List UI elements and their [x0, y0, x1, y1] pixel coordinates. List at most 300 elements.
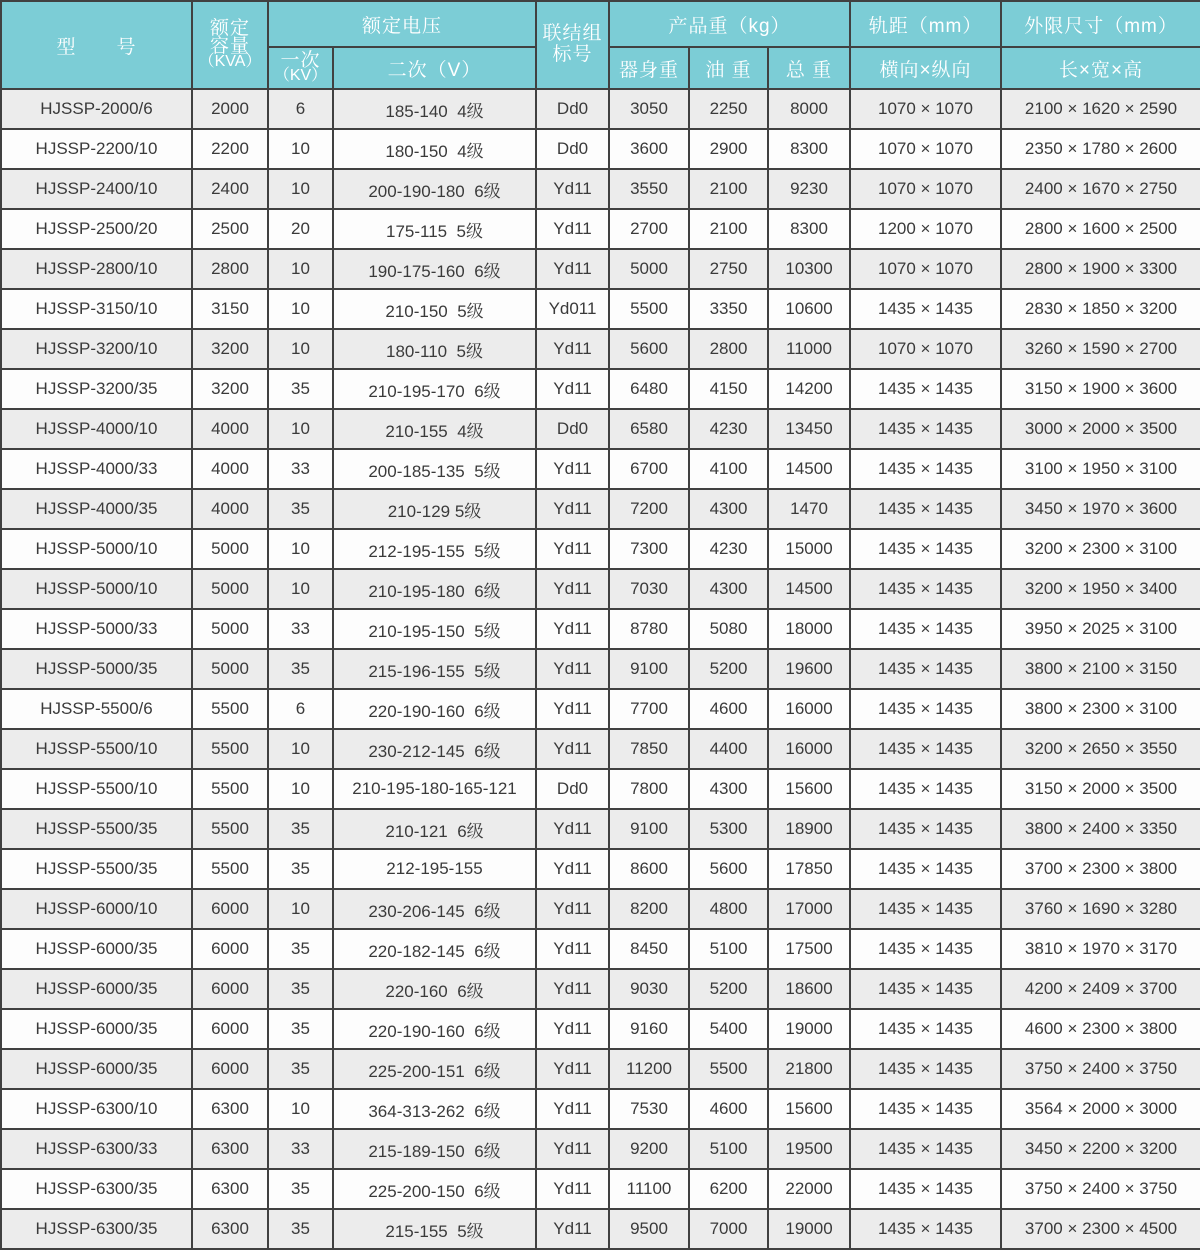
- table-row: [1, 89, 1200, 129]
- cell-track-gauge: 1435 × 1435: [850, 1169, 1001, 1209]
- cell-capacity-kva: 6300: [192, 1129, 268, 1169]
- cell-total-weight: 10600: [768, 289, 850, 329]
- table-row: [1, 849, 1200, 889]
- cell-total-weight: 8300: [768, 129, 850, 169]
- cell-outer-dimensions: 3200 × 2650 × 3550: [1001, 729, 1200, 769]
- cell-connection-group: Yd11: [536, 1089, 609, 1129]
- cell-connection-group: Yd11: [536, 209, 609, 249]
- cell-model: HJSSP-6000/35: [1, 1009, 192, 1049]
- cell-capacity-kva: 3150: [192, 289, 268, 329]
- cell-primary-kv: 35: [268, 1009, 333, 1049]
- cell-track-gauge: 1435 × 1435: [850, 689, 1001, 729]
- cell-body-weight: 7700: [609, 689, 689, 729]
- cell-body-weight: 8780: [609, 609, 689, 649]
- cell-capacity-kva: 6000: [192, 929, 268, 969]
- cell-model: HJSSP-3200/10: [1, 329, 192, 369]
- cell-total-weight: 1470: [768, 489, 850, 529]
- cell-model: HJSSP-2800/10: [1, 249, 192, 289]
- cell-capacity-kva: 5500: [192, 729, 268, 769]
- cell-oil-weight: 2100: [689, 209, 768, 249]
- cell-total-weight: 15600: [768, 769, 850, 809]
- cell-body-weight: 3600: [609, 129, 689, 169]
- cell-secondary-v: 210-195-150 5级: [333, 609, 536, 649]
- cell-oil-weight: 4300: [689, 769, 768, 809]
- cell-model: HJSSP-2000/6: [1, 89, 192, 129]
- cell-body-weight: 5500: [609, 289, 689, 329]
- cell-primary-kv: 33: [268, 609, 333, 649]
- cell-total-weight: 10300: [768, 249, 850, 289]
- cell-capacity-kva: 5000: [192, 609, 268, 649]
- col-header-capacity-unit: （KVA）: [198, 53, 262, 71]
- cell-connection-group: Yd11: [536, 529, 609, 569]
- cell-primary-kv: 35: [268, 849, 333, 889]
- cell-outer-dimensions: 3800 × 2100 × 3150: [1001, 649, 1200, 689]
- cell-primary-kv: 10: [268, 129, 333, 169]
- cell-outer-dimensions: 3260 × 1590 × 2700: [1001, 329, 1200, 369]
- cell-oil-weight: 4100: [689, 449, 768, 489]
- cell-connection-group: Yd11: [536, 889, 609, 929]
- cell-model: HJSSP-5500/10: [1, 729, 192, 769]
- cell-primary-kv: 35: [268, 369, 333, 409]
- cell-total-weight: 11000: [768, 329, 850, 369]
- cell-total-weight: 16000: [768, 729, 850, 769]
- cell-oil-weight: 6200: [689, 1169, 768, 1209]
- table-row: [1, 609, 1200, 649]
- col-header-capacity: [192, 1, 268, 89]
- cell-outer-dimensions: 3800 × 2300 × 3100: [1001, 689, 1200, 729]
- cell-oil-weight: 5200: [689, 649, 768, 689]
- cell-body-weight: 9160: [609, 1009, 689, 1049]
- table-row: [1, 1009, 1200, 1049]
- cell-secondary-v: 230-206-145 6级: [333, 889, 536, 929]
- cell-model: HJSSP-3150/10: [1, 289, 192, 329]
- col-header-body-weight: 器身重: [609, 47, 689, 89]
- cell-total-weight: 15000: [768, 529, 850, 569]
- cell-body-weight: 6580: [609, 409, 689, 449]
- cell-total-weight: 19500: [768, 1129, 850, 1169]
- table-row: [1, 449, 1200, 489]
- cell-track-gauge: 1435 × 1435: [850, 969, 1001, 1009]
- cell-track-gauge: 1435 × 1435: [850, 289, 1001, 329]
- cell-body-weight: 5600: [609, 329, 689, 369]
- cell-model: HJSSP-5000/35: [1, 649, 192, 689]
- cell-track-gauge: 1200 × 1070: [850, 209, 1001, 249]
- cell-track-gauge: 1070 × 1070: [850, 169, 1001, 209]
- cell-outer-dimensions: 3200 × 1950 × 3400: [1001, 569, 1200, 609]
- cell-connection-group: Dd0: [536, 769, 609, 809]
- cell-capacity-kva: 2500: [192, 209, 268, 249]
- cell-capacity-kva: 5500: [192, 769, 268, 809]
- cell-connection-group: Yd11: [536, 1209, 609, 1249]
- cell-track-gauge: 1435 × 1435: [850, 1009, 1001, 1049]
- cell-primary-kv: 10: [268, 169, 333, 209]
- table-row: [1, 409, 1200, 449]
- table-row: [1, 969, 1200, 1009]
- cell-track-gauge: 1435 × 1435: [850, 929, 1001, 969]
- table-row: [1, 929, 1200, 969]
- cell-primary-kv: 33: [268, 449, 333, 489]
- cell-model: HJSSP-6300/35: [1, 1169, 192, 1209]
- cell-model: HJSSP-6000/35: [1, 969, 192, 1009]
- cell-body-weight: 7030: [609, 569, 689, 609]
- cell-secondary-v: 200-190-180 6级: [333, 169, 536, 209]
- cell-total-weight: 13450: [768, 409, 850, 449]
- cell-primary-kv: 35: [268, 929, 333, 969]
- cell-model: HJSSP-6000/35: [1, 929, 192, 969]
- cell-connection-group: Yd11: [536, 1009, 609, 1049]
- cell-body-weight: 7200: [609, 489, 689, 529]
- table-row: [1, 569, 1200, 609]
- cell-primary-kv: 10: [268, 729, 333, 769]
- table-body: [1, 89, 1200, 1249]
- cell-model: HJSSP-5000/10: [1, 569, 192, 609]
- cell-track-gauge: 1435 × 1435: [850, 529, 1001, 569]
- cell-total-weight: 17500: [768, 929, 850, 969]
- cell-secondary-v: 210-195-180-165-121: [333, 769, 536, 809]
- cell-oil-weight: 4230: [689, 529, 768, 569]
- cell-oil-weight: 5200: [689, 969, 768, 1009]
- cell-connection-group: Yd11: [536, 169, 609, 209]
- cell-connection-group: Dd0: [536, 409, 609, 449]
- cell-connection-group: Yd11: [536, 689, 609, 729]
- cell-oil-weight: 5100: [689, 929, 768, 969]
- col-header-secondary-v: 二次（V）: [333, 47, 536, 89]
- cell-secondary-v: 210-121 6级: [333, 809, 536, 849]
- cell-secondary-v: 185-140 4级: [333, 89, 536, 129]
- cell-body-weight: 7800: [609, 769, 689, 809]
- cell-primary-kv: 10: [268, 1089, 333, 1129]
- cell-body-weight: 7530: [609, 1089, 689, 1129]
- col-header-outer-dimensions: 外限尺寸（mm）: [1001, 1, 1200, 47]
- cell-model: HJSSP-5000/33: [1, 609, 192, 649]
- cell-model: HJSSP-5500/10: [1, 769, 192, 809]
- cell-model: HJSSP-6000/10: [1, 889, 192, 929]
- cell-body-weight: 11200: [609, 1049, 689, 1089]
- cell-total-weight: 18900: [768, 809, 850, 849]
- cell-body-weight: 8200: [609, 889, 689, 929]
- cell-connection-group: Yd11: [536, 1169, 609, 1209]
- cell-total-weight: 8000: [768, 89, 850, 129]
- cell-capacity-kva: 2200: [192, 129, 268, 169]
- table-row: [1, 1089, 1200, 1129]
- cell-track-gauge: 1435 × 1435: [850, 449, 1001, 489]
- cell-body-weight: 8450: [609, 929, 689, 969]
- cell-oil-weight: 5600: [689, 849, 768, 889]
- cell-secondary-v: 220-160 6级: [333, 969, 536, 1009]
- table-row: [1, 129, 1200, 169]
- cell-model: HJSSP-2200/10: [1, 129, 192, 169]
- cell-track-gauge: 1435 × 1435: [850, 769, 1001, 809]
- cell-total-weight: 14500: [768, 569, 850, 609]
- cell-outer-dimensions: 2400 × 1670 × 2750: [1001, 169, 1200, 209]
- cell-capacity-kva: 4000: [192, 409, 268, 449]
- cell-secondary-v: 200-185-135 5级: [333, 449, 536, 489]
- cell-primary-kv: 35: [268, 1209, 333, 1249]
- cell-total-weight: 14500: [768, 449, 850, 489]
- cell-primary-kv: 10: [268, 769, 333, 809]
- cell-oil-weight: 3350: [689, 289, 768, 329]
- cell-connection-group: Yd11: [536, 489, 609, 529]
- cell-oil-weight: 4150: [689, 369, 768, 409]
- cell-track-gauge: 1435 × 1435: [850, 1049, 1001, 1089]
- col-header-product-weight: 产品重（kg）: [609, 1, 850, 47]
- cell-track-gauge: 1435 × 1435: [850, 649, 1001, 689]
- cell-primary-kv: 35: [268, 1169, 333, 1209]
- cell-capacity-kva: 2000: [192, 89, 268, 129]
- cell-model: HJSSP-4000/33: [1, 449, 192, 489]
- table-row: [1, 529, 1200, 569]
- cell-capacity-kva: 4000: [192, 449, 268, 489]
- cell-oil-weight: 2750: [689, 249, 768, 289]
- cell-oil-weight: 5080: [689, 609, 768, 649]
- cell-primary-kv: 35: [268, 809, 333, 849]
- table-row: [1, 369, 1200, 409]
- table-row: [1, 889, 1200, 929]
- cell-outer-dimensions: 3000 × 2000 × 3500: [1001, 409, 1200, 449]
- table-row: [1, 289, 1200, 329]
- cell-track-gauge: 1435 × 1435: [850, 849, 1001, 889]
- table-row: [1, 729, 1200, 769]
- cell-secondary-v: 220-190-160 6级: [333, 1009, 536, 1049]
- cell-body-weight: 9200: [609, 1129, 689, 1169]
- cell-primary-kv: 35: [268, 1049, 333, 1089]
- cell-body-weight: 3050: [609, 89, 689, 129]
- col-header-model: [1, 1, 192, 89]
- cell-capacity-kva: 6000: [192, 969, 268, 1009]
- cell-model: HJSSP-3200/35: [1, 369, 192, 409]
- cell-connection-group: Dd0: [536, 89, 609, 129]
- cell-primary-kv: 6: [268, 89, 333, 129]
- col-header-primary-unit: （KV）: [273, 67, 328, 85]
- cell-body-weight: 9100: [609, 649, 689, 689]
- cell-track-gauge: 1435 × 1435: [850, 1209, 1001, 1249]
- table-row: [1, 769, 1200, 809]
- cell-secondary-v: 210-150 5级: [333, 289, 536, 329]
- cell-model: HJSSP-6300/33: [1, 1129, 192, 1169]
- cell-track-gauge: 1435 × 1435: [850, 889, 1001, 929]
- table-row: [1, 209, 1200, 249]
- cell-oil-weight: 7000: [689, 1209, 768, 1249]
- cell-secondary-v: 220-182-145 6级: [333, 929, 536, 969]
- cell-oil-weight: 4300: [689, 569, 768, 609]
- cell-connection-group: Yd11: [536, 929, 609, 969]
- cell-model: HJSSP-6000/35: [1, 1049, 192, 1089]
- cell-capacity-kva: 6000: [192, 889, 268, 929]
- cell-track-gauge: 1435 × 1435: [850, 809, 1001, 849]
- col-header-connection-line1: 联结组: [542, 23, 603, 45]
- cell-outer-dimensions: 3450 × 1970 × 3600: [1001, 489, 1200, 529]
- col-header-track-gauge: 轨距（mm）: [850, 1, 1001, 47]
- cell-outer-dimensions: 3750 × 2400 × 3750: [1001, 1049, 1200, 1089]
- cell-model: HJSSP-5500/35: [1, 809, 192, 849]
- cell-connection-group: Yd11: [536, 729, 609, 769]
- cell-total-weight: 9230: [768, 169, 850, 209]
- cell-body-weight: 9030: [609, 969, 689, 1009]
- cell-primary-kv: 10: [268, 889, 333, 929]
- cell-outer-dimensions: 2800 × 1900 × 3300: [1001, 249, 1200, 289]
- cell-outer-dimensions: 3800 × 2400 × 3350: [1001, 809, 1200, 849]
- cell-total-weight: 19600: [768, 649, 850, 689]
- col-header-connection-group: [536, 1, 609, 89]
- cell-secondary-v: 210-129 5级: [333, 489, 536, 529]
- cell-outer-dimensions: 3950 × 2025 × 3100: [1001, 609, 1200, 649]
- cell-track-gauge: 1435 × 1435: [850, 369, 1001, 409]
- cell-total-weight: 8300: [768, 209, 850, 249]
- cell-capacity-kva: 6000: [192, 1009, 268, 1049]
- cell-secondary-v: 220-190-160 6级: [333, 689, 536, 729]
- cell-total-weight: 17850: [768, 849, 850, 889]
- cell-body-weight: 9500: [609, 1209, 689, 1249]
- cell-oil-weight: 5100: [689, 1129, 768, 1169]
- cell-connection-group: Yd11: [536, 809, 609, 849]
- cell-capacity-kva: 3200: [192, 329, 268, 369]
- cell-oil-weight: 2250: [689, 89, 768, 129]
- cell-connection-group: Yd11: [536, 369, 609, 409]
- cell-total-weight: 14200: [768, 369, 850, 409]
- cell-track-gauge: 1070 × 1070: [850, 249, 1001, 289]
- cell-oil-weight: 2800: [689, 329, 768, 369]
- cell-model: HJSSP-5500/6: [1, 689, 192, 729]
- cell-capacity-kva: 2800: [192, 249, 268, 289]
- cell-outer-dimensions: 2830 × 1850 × 3200: [1001, 289, 1200, 329]
- cell-connection-group: Yd11: [536, 569, 609, 609]
- cell-body-weight: 8600: [609, 849, 689, 889]
- cell-capacity-kva: 6300: [192, 1209, 268, 1249]
- col-header-primary-line1: 一次: [280, 49, 321, 71]
- col-header-capacity-line1: 额定: [209, 18, 250, 40]
- cell-connection-group: Yd11: [536, 249, 609, 289]
- cell-outer-dimensions: 3750 × 2400 × 3750: [1001, 1169, 1200, 1209]
- cell-total-weight: 18600: [768, 969, 850, 1009]
- cell-secondary-v: 230-212-145 6级: [333, 729, 536, 769]
- table-row: [1, 489, 1200, 529]
- table-row: [1, 329, 1200, 369]
- cell-track-gauge: 1435 × 1435: [850, 1089, 1001, 1129]
- col-header-capacity-line2: 容量: [209, 35, 250, 57]
- cell-total-weight: 21800: [768, 1049, 850, 1089]
- cell-outer-dimensions: 3810 × 1970 × 3170: [1001, 929, 1200, 969]
- cell-connection-group: Dd0: [536, 129, 609, 169]
- cell-outer-dimensions: 3700 × 2300 × 4500: [1001, 1209, 1200, 1249]
- cell-oil-weight: 5300: [689, 809, 768, 849]
- cell-track-gauge: 1435 × 1435: [850, 569, 1001, 609]
- cell-capacity-kva: 5000: [192, 649, 268, 689]
- cell-outer-dimensions: 2350 × 1780 × 2600: [1001, 129, 1200, 169]
- cell-capacity-kva: 6300: [192, 1089, 268, 1129]
- cell-oil-weight: 4230: [689, 409, 768, 449]
- cell-oil-weight: 4600: [689, 1089, 768, 1129]
- cell-connection-group: Yd11: [536, 449, 609, 489]
- cell-outer-dimensions: 3760 × 1690 × 3280: [1001, 889, 1200, 929]
- cell-connection-group: Yd11: [536, 1049, 609, 1089]
- cell-secondary-v: 215-196-155 5级: [333, 649, 536, 689]
- cell-model: HJSSP-4000/10: [1, 409, 192, 449]
- cell-capacity-kva: 4000: [192, 489, 268, 529]
- cell-secondary-v: 364-313-262 6级: [333, 1089, 536, 1129]
- cell-track-gauge: 1070 × 1070: [850, 129, 1001, 169]
- cell-primary-kv: 10: [268, 529, 333, 569]
- cell-capacity-kva: 6300: [192, 1169, 268, 1209]
- cell-total-weight: 15600: [768, 1089, 850, 1129]
- cell-secondary-v: 180-110 5级: [333, 329, 536, 369]
- cell-secondary-v: 215-155 5级: [333, 1209, 536, 1249]
- cell-body-weight: 9100: [609, 809, 689, 849]
- cell-secondary-v: 225-200-150 6级: [333, 1169, 536, 1209]
- cell-body-weight: 7300: [609, 529, 689, 569]
- cell-secondary-v: 210-195-180 6级: [333, 569, 536, 609]
- cell-primary-kv: 10: [268, 249, 333, 289]
- cell-connection-group: Yd11: [536, 329, 609, 369]
- cell-primary-kv: 35: [268, 969, 333, 1009]
- cell-total-weight: 19000: [768, 1209, 850, 1249]
- cell-capacity-kva: 2400: [192, 169, 268, 209]
- cell-track-gauge: 1435 × 1435: [850, 409, 1001, 449]
- cell-track-gauge: 1070 × 1070: [850, 329, 1001, 369]
- table-row: [1, 649, 1200, 689]
- table-row: [1, 1169, 1200, 1209]
- cell-model: HJSSP-6300/35: [1, 1209, 192, 1249]
- cell-connection-group: Yd011: [536, 289, 609, 329]
- cell-body-weight: 6480: [609, 369, 689, 409]
- cell-oil-weight: 4600: [689, 689, 768, 729]
- col-header-oil-weight: 油 重: [689, 47, 768, 89]
- col-header-gauge-sub: 横向×纵向: [850, 47, 1001, 89]
- cell-connection-group: Yd11: [536, 849, 609, 889]
- cell-model: HJSSP-4000/35: [1, 489, 192, 529]
- cell-capacity-kva: 5000: [192, 569, 268, 609]
- cell-outer-dimensions: 3100 × 1950 × 3100: [1001, 449, 1200, 489]
- cell-primary-kv: 20: [268, 209, 333, 249]
- cell-secondary-v: 190-175-160 6级: [333, 249, 536, 289]
- cell-primary-kv: 10: [268, 409, 333, 449]
- cell-track-gauge: 1070 × 1070: [850, 89, 1001, 129]
- table-row: [1, 689, 1200, 729]
- cell-total-weight: 17000: [768, 889, 850, 929]
- cell-outer-dimensions: 3200 × 2300 × 3100: [1001, 529, 1200, 569]
- cell-oil-weight: 4800: [689, 889, 768, 929]
- cell-total-weight: 16000: [768, 689, 850, 729]
- cell-capacity-kva: 5000: [192, 529, 268, 569]
- table-row: [1, 169, 1200, 209]
- col-header-dimensions-sub: 长×宽×高: [1001, 47, 1200, 89]
- cell-primary-kv: 10: [268, 329, 333, 369]
- cell-total-weight: 18000: [768, 609, 850, 649]
- cell-secondary-v: 210-155 4级: [333, 409, 536, 449]
- cell-connection-group: Yd11: [536, 609, 609, 649]
- cell-model: HJSSP-6300/10: [1, 1089, 192, 1129]
- cell-track-gauge: 1435 × 1435: [850, 609, 1001, 649]
- cell-secondary-v: 180-150 4级: [333, 129, 536, 169]
- cell-oil-weight: 2100: [689, 169, 768, 209]
- cell-connection-group: Yd11: [536, 1129, 609, 1169]
- table-row: [1, 1049, 1200, 1089]
- cell-secondary-v: 212-195-155: [333, 849, 536, 889]
- cell-outer-dimensions: 2100 × 1620 × 2590: [1001, 89, 1200, 129]
- cell-oil-weight: 4400: [689, 729, 768, 769]
- cell-oil-weight: 5500: [689, 1049, 768, 1089]
- cell-connection-group: Yd11: [536, 649, 609, 689]
- cell-total-weight: 22000: [768, 1169, 850, 1209]
- cell-secondary-v: 225-200-151 6级: [333, 1049, 536, 1089]
- cell-primary-kv: 35: [268, 489, 333, 529]
- cell-primary-kv: 33: [268, 1129, 333, 1169]
- cell-primary-kv: 10: [268, 569, 333, 609]
- cell-secondary-v: 210-195-170 6级: [333, 369, 536, 409]
- cell-oil-weight: 2900: [689, 129, 768, 169]
- col-header-rated-voltage: 额定电压: [268, 1, 536, 47]
- cell-body-weight: 11100: [609, 1169, 689, 1209]
- cell-connection-group: Yd11: [536, 969, 609, 1009]
